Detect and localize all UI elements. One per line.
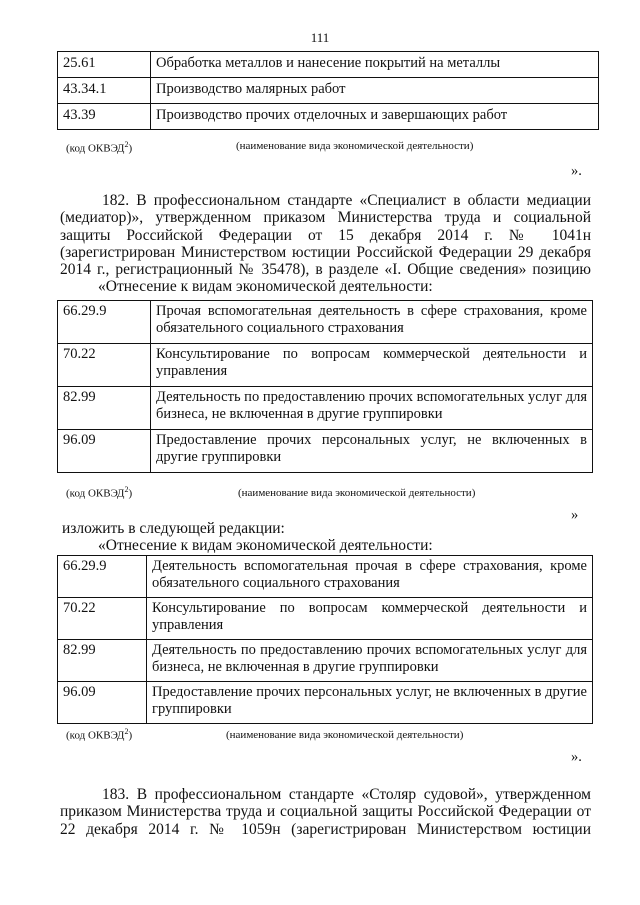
okved-code: 96.09 bbox=[58, 430, 151, 473]
okved-code: 70.22 bbox=[58, 598, 147, 640]
activity-name: Предоставление прочих персональных услуг, не включенных в другие группировки bbox=[147, 682, 593, 724]
table-row bbox=[58, 640, 593, 682]
restatement-intro bbox=[62, 520, 582, 555]
okved-code: 82.99 bbox=[58, 640, 147, 682]
activity-name-caption: (наименование вида экономической деятельности) bbox=[226, 729, 464, 741]
okved-code: 25.61 bbox=[58, 52, 151, 78]
activity-name: Производство прочих отделочных и завершающих работ bbox=[151, 104, 599, 130]
quote-close: ». bbox=[571, 163, 582, 179]
quote-close: ». bbox=[571, 749, 582, 765]
table-row bbox=[58, 344, 593, 387]
okved-code: 43.34.1 bbox=[58, 78, 151, 104]
okved-code: 70.22 bbox=[58, 344, 151, 387]
activity-name: Прочая вспомогательная деятельность в сфере страхования, кроме обязательного социального страхования bbox=[151, 301, 593, 344]
paragraph-line: (медиатор)», утвержденном приказом Министерства труда и социальной bbox=[60, 209, 591, 227]
activity-name: Консультирование по вопросам коммерческой деятельности и управления bbox=[151, 344, 593, 387]
paragraph-line: приказом Министерства труда и социальной защиты Российской Федерации от bbox=[60, 803, 591, 821]
activity-name: Консультирование по вопросам коммерческой деятельности и управления bbox=[147, 598, 593, 640]
okved-code: 96.09 bbox=[58, 682, 147, 724]
table-row bbox=[58, 52, 599, 78]
okved-table-2 bbox=[57, 300, 593, 473]
paragraph-line: изложить в следующей редакции: bbox=[62, 520, 285, 537]
activity-name: Предоставление прочих персональных услуг, не включенных в другие группировки bbox=[151, 430, 593, 473]
paragraph-183 bbox=[60, 786, 591, 838]
okved-code: 66.29.9 bbox=[58, 301, 151, 344]
activity-name: Деятельность по предоставлению прочих вспомогательных услуг для бизнеса, не включенная в другие группировки bbox=[147, 640, 593, 682]
okved-code: 82.99 bbox=[58, 387, 151, 430]
table-row bbox=[58, 78, 599, 104]
activity-name: Производство малярных работ bbox=[151, 78, 599, 104]
activity-name-caption: (наименование вида экономической деятельности) bbox=[238, 487, 476, 499]
page-number: 111 bbox=[310, 30, 330, 45]
activity-name-caption: (наименование вида экономической деятельности) bbox=[236, 140, 474, 152]
table-row bbox=[58, 301, 593, 344]
activity-name: Деятельность по предоставлению прочих вспомогательных услуг для бизнеса, не включенная в другие группировки bbox=[151, 387, 593, 430]
paragraph-line: (зарегистрирован Министерством юстиции Российской Федерации 29 декабря bbox=[60, 243, 591, 261]
paragraph-line: «Отнесение к видам экономической деятельности: bbox=[98, 278, 433, 296]
table-row bbox=[58, 104, 599, 130]
quote-close: » bbox=[571, 507, 579, 523]
okved-code: 43.39 bbox=[58, 104, 151, 130]
table-row bbox=[58, 556, 593, 598]
activity-name: Обработка металлов и нанесение покрытий на металлы bbox=[151, 52, 599, 78]
okved-code: 66.29.9 bbox=[58, 556, 147, 598]
okved-table-3 bbox=[57, 555, 593, 724]
paragraph-line: 2014 г., регистрационный № 35478), в разделе «I. Общие сведения» позицию bbox=[60, 261, 591, 279]
paragraph-line: 183. В профессиональном стандарте «Столяр судовой», утвержденном bbox=[102, 786, 591, 803]
okved-code-caption: (код ОКВЭД$^2$) bbox=[66, 727, 133, 742]
okved-code-caption: (код ОКВЭД$^2$) bbox=[66, 140, 133, 155]
paragraph-line: 182. В профессиональном стандарте «Специалист в области медиации bbox=[102, 192, 591, 209]
paragraph-line: 22 декабря 2014 г. № 1059н (зарегистрирован Министерством юстиции bbox=[60, 820, 591, 838]
paragraph-line: «Отнесение к видам экономической деятельности: bbox=[98, 537, 433, 555]
okved-code-caption: (код ОКВЭД$^2$) bbox=[66, 485, 133, 500]
activity-name: Деятельность вспомогательная прочая в сфере страхования, кроме обязательного социального страхования bbox=[147, 556, 593, 598]
table-row bbox=[58, 598, 593, 640]
table-row bbox=[58, 430, 593, 473]
paragraph-line: защиты Российской Федерации от 15 декабря 2014 г. № 1041н bbox=[60, 226, 591, 244]
table-row bbox=[58, 387, 593, 430]
table-row bbox=[58, 682, 593, 724]
okved-table-1 bbox=[57, 51, 599, 130]
paragraph-182 bbox=[60, 192, 591, 296]
